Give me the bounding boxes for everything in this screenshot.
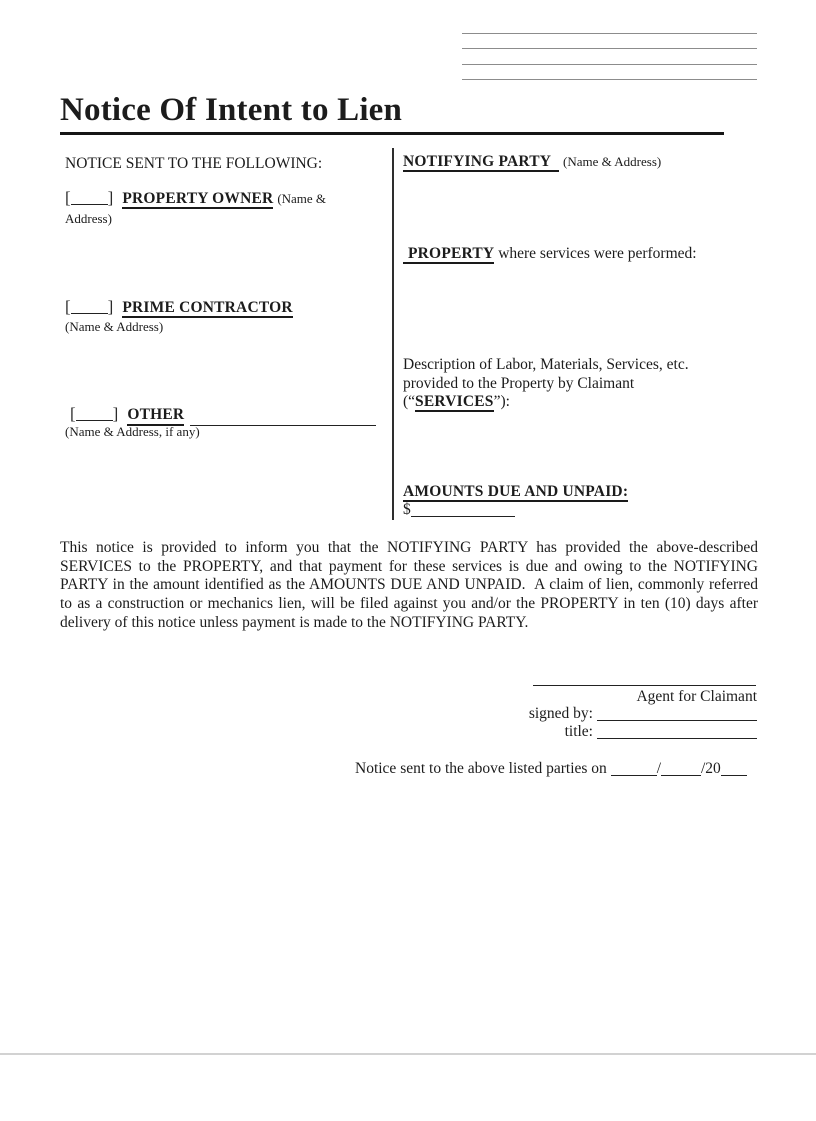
bracket-open: [	[65, 188, 71, 207]
page-separator-line	[0, 1053, 816, 1055]
other-checkbox[interactable]	[70, 404, 118, 424]
other-note: (Name & Address, if any)	[65, 424, 200, 439]
write-in-line[interactable]	[462, 65, 757, 81]
date-sent-prefix: Notice sent to the above listed parties on	[355, 760, 607, 777]
title-fill-line[interactable]	[597, 734, 757, 739]
date-year-prefix: /20	[701, 760, 721, 777]
property-row	[403, 245, 697, 263]
header-write-in-lines	[462, 18, 757, 80]
services-term-group	[403, 393, 510, 412]
services-term: SERVICES	[415, 393, 494, 411]
amounts-due-label: AMOUNTS DUE AND UNPAID:	[403, 483, 629, 500]
date-day-fill-line[interactable]	[661, 771, 701, 776]
write-in-line[interactable]	[462, 34, 757, 50]
signed-by-row	[400, 705, 757, 723]
recipients-heading: NOTICE SENT TO THE FOLLOWING:	[65, 155, 323, 172]
other-label: OTHER	[127, 406, 184, 426]
amount-currency-symbol: $	[403, 501, 411, 518]
property-owner-label: PROPERTY OWNER	[122, 190, 274, 207]
agent-for-claimant-label: Agent for Claimant	[636, 688, 757, 705]
amount-row	[403, 501, 515, 519]
write-in-line[interactable]	[462, 49, 757, 65]
services-open-paren: (“	[403, 393, 416, 411]
amount-fill-line[interactable]	[411, 512, 515, 517]
bracket-open: [	[70, 404, 76, 423]
prime-contractor-item	[65, 297, 293, 336]
date-year-fill-line[interactable]	[721, 771, 747, 776]
other-fill-line[interactable]	[190, 421, 376, 426]
services-close-paren: ”):	[493, 393, 510, 411]
title-row	[400, 723, 757, 741]
agent-signature-line[interactable]	[533, 671, 756, 686]
property-owner-checkbox[interactable]	[65, 188, 113, 207]
property-label: PROPERTY	[403, 245, 494, 264]
title-label: title:	[564, 723, 593, 740]
checkbox-fill-line	[71, 309, 108, 314]
prime-contractor-label: PRIME CONTRACTOR	[122, 299, 293, 316]
services-description-text: Description of Labor, Materials, Services, etc. provided to the Property by Claimant	[403, 356, 689, 392]
write-in-line[interactable]	[462, 18, 757, 34]
services-description	[403, 356, 743, 412]
notice-body-paragraph: This notice is provided to inform you that the NOTIFYING PARTY has provided the above-described SERVICES to the PROPERTY, and that payment for these services is due and owing to the NOTIFYING PARTY in the amount identified as the AMOUNTS DUE AND UNPAID. A claim of lien, commonly referred to as a construction or mechanics lien, will be filed against you and/or the PROPERTY in ten (10) days after delivery of this notice unless payment is made to the NOTIFYING PARTY.	[60, 539, 758, 631]
prime-contractor-checkbox[interactable]	[65, 297, 113, 316]
signed-by-label: signed by:	[528, 705, 593, 722]
notifying-party-label: NOTIFYING PARTY	[403, 153, 559, 172]
date-month-fill-line[interactable]	[611, 771, 657, 776]
notifying-party-note: (Name & Address)	[563, 154, 662, 169]
notifying-party-row	[403, 153, 661, 171]
property-owner-note: (Name & Address)	[65, 191, 327, 226]
bracket-close: ]	[107, 297, 114, 316]
property-owner-item	[65, 188, 350, 229]
signed-by-fill-line[interactable]	[597, 716, 757, 721]
prime-contractor-note: (Name & Address)	[65, 319, 164, 334]
checkbox-fill-line	[76, 416, 113, 421]
property-question: where services were performed:	[498, 245, 697, 262]
column-divider	[392, 148, 394, 520]
bracket-close: ]	[107, 188, 114, 207]
page-title: Notice Of Intent to Lien	[60, 92, 403, 128]
other-item	[70, 404, 376, 426]
date-separator: /	[656, 760, 661, 777]
bracket-open: [	[65, 297, 71, 316]
date-sent-row	[355, 760, 747, 778]
title-underline-rule	[60, 132, 724, 135]
checkbox-fill-line	[71, 200, 108, 205]
bracket-close: ]	[112, 404, 119, 423]
